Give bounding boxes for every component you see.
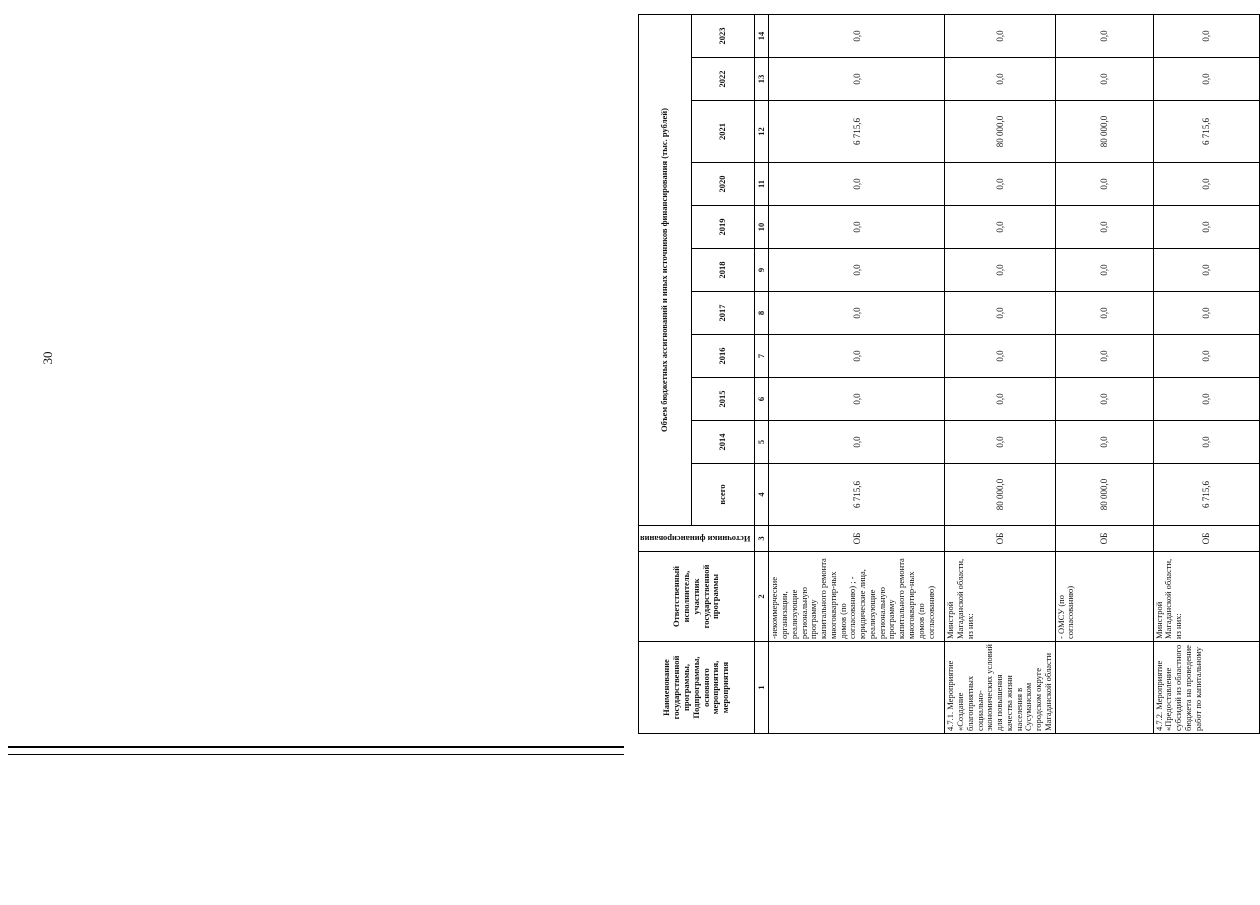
cell-year-value: 0,0 bbox=[769, 163, 945, 206]
cell-total: 6 715,6 bbox=[1153, 464, 1259, 526]
cell-source: ОБ bbox=[945, 526, 1055, 552]
header-year: 2019 bbox=[692, 206, 755, 249]
column-number: 11 bbox=[755, 163, 769, 206]
cell-name: 4.7.1. Мероприятие «Создание благоприятных социально-экономических условий для повышения качества жизни населения в Сусуманском городском округе Магаданской области bbox=[945, 642, 1055, 734]
cell-year-value: 0,0 bbox=[769, 378, 945, 421]
cell-year-value: 0,0 bbox=[1153, 378, 1259, 421]
cell-year-value: 80 000,0 bbox=[1055, 101, 1153, 163]
cell-year-value: 0,0 bbox=[1055, 378, 1153, 421]
budget-table-rotated bbox=[638, 14, 1211, 734]
cell-year-value: 0,0 bbox=[1055, 249, 1153, 292]
table-row bbox=[1153, 15, 1259, 734]
header-name: Наименование государственной программы, Подпрограммы, основного мероприятия, мероприятия bbox=[639, 642, 755, 734]
header-year: 2017 bbox=[692, 292, 755, 335]
cell-year-value: 6 715,6 bbox=[1153, 101, 1259, 163]
cell-year-value: 0,0 bbox=[769, 249, 945, 292]
header-year: 2020 bbox=[692, 163, 755, 206]
cell-year-value: 0,0 bbox=[1153, 15, 1259, 58]
column-number: 3 bbox=[755, 526, 769, 552]
cell-year-value: 0,0 bbox=[769, 15, 945, 58]
horizontal-rule-thin bbox=[8, 754, 624, 755]
column-number: 5 bbox=[755, 421, 769, 464]
column-number: 9 bbox=[755, 249, 769, 292]
cell-year-value: 0,0 bbox=[1153, 58, 1259, 101]
cell-total: 80 000,0 bbox=[945, 464, 1055, 526]
cell-year-value: 0,0 bbox=[945, 421, 1055, 464]
table-row bbox=[945, 15, 1055, 734]
header-executor: Ответственный исполнитель, участник государственной программы bbox=[639, 552, 755, 642]
cell-name bbox=[1055, 642, 1153, 734]
cell-year-value: 0,0 bbox=[1153, 163, 1259, 206]
cell-name: 4.7.2. Мероприятие «Предоставление субсидий из областного бюджета на проведение работ по капитальному bbox=[1153, 642, 1259, 734]
cell-source: ОБ bbox=[1055, 526, 1153, 552]
column-number: 4 bbox=[755, 464, 769, 526]
cell-year-value: 0,0 bbox=[1055, 206, 1153, 249]
cell-source: ОБ bbox=[1153, 526, 1259, 552]
cell-year-value: 0,0 bbox=[1055, 335, 1153, 378]
header-year: 2022 bbox=[692, 58, 755, 101]
cell-year-value: 0,0 bbox=[1055, 15, 1153, 58]
cell-name bbox=[769, 642, 945, 734]
header-year: 2014 bbox=[692, 421, 755, 464]
column-number: 8 bbox=[755, 292, 769, 335]
cell-source: ОБ bbox=[769, 526, 945, 552]
cell-year-value: 0,0 bbox=[1055, 163, 1153, 206]
cell-year-value: 0,0 bbox=[1153, 421, 1259, 464]
header-year: 2018 bbox=[692, 249, 755, 292]
cell-year-value: 0,0 bbox=[945, 378, 1055, 421]
header-source-text: Источники финансирования bbox=[640, 534, 751, 545]
cell-total: 6 715,6 bbox=[769, 464, 945, 526]
cell-year-value: 0,0 bbox=[1153, 249, 1259, 292]
cell-year-value: 0,0 bbox=[1153, 335, 1259, 378]
cell-total: 80 000,0 bbox=[1055, 464, 1153, 526]
header-year: 2016 bbox=[692, 335, 755, 378]
column-number: 7 bbox=[755, 335, 769, 378]
horizontal-rule bbox=[8, 746, 624, 748]
cell-year-value: 0,0 bbox=[945, 15, 1055, 58]
cell-executor: - ОМСУ (по согласованию) bbox=[1055, 552, 1153, 642]
cell-year-value: 0,0 bbox=[1153, 292, 1259, 335]
cell-executor: Минстрой Магаданской области, из них: bbox=[1153, 552, 1259, 642]
column-number: 12 bbox=[755, 101, 769, 163]
cell-year-value: 0,0 bbox=[1055, 421, 1153, 464]
cell-year-value: 0,0 bbox=[945, 335, 1055, 378]
header-year: 2023 bbox=[692, 15, 755, 58]
cell-year-value: 0,0 bbox=[945, 249, 1055, 292]
cell-year-value: 0,0 bbox=[1055, 58, 1153, 101]
page-number: 30 bbox=[40, 351, 55, 365]
cell-executor: -некоммерческие организации, реализующие региональную программу капитального ремонта многоквартир-ных домов (по согласованию) ; - юридические лица, реализующие региональную программу капитального ремонта многоквартир-ных домов (по согласованию) bbox=[769, 552, 945, 642]
cell-year-value: 0,0 bbox=[945, 163, 1055, 206]
cell-year-value: 0,0 bbox=[1153, 206, 1259, 249]
column-number: 1 bbox=[755, 642, 769, 734]
cell-year-value: 0,0 bbox=[769, 58, 945, 101]
cell-year-value: 6 715,6 bbox=[769, 101, 945, 163]
cell-year-value: 0,0 bbox=[769, 206, 945, 249]
cell-year-value: 0,0 bbox=[945, 58, 1055, 101]
header-volume-group: Объем бюджетных ассигнований и иных источников финансирования (тыс. рублей) bbox=[639, 15, 692, 526]
cell-year-value: 80 000,0 bbox=[945, 101, 1055, 163]
cell-executor: Минстрой Магаданской области, из них: bbox=[945, 552, 1055, 642]
column-number: 2 bbox=[755, 552, 769, 642]
cell-year-value: 0,0 bbox=[769, 421, 945, 464]
budget-table bbox=[638, 14, 1260, 734]
header-year: 2021 bbox=[692, 101, 755, 163]
header-source bbox=[639, 526, 755, 552]
cell-year-value: 0,0 bbox=[769, 292, 945, 335]
cell-year-value: 0,0 bbox=[769, 335, 945, 378]
cell-year-value: 0,0 bbox=[945, 292, 1055, 335]
header-year: 2015 bbox=[692, 378, 755, 421]
table-row bbox=[1055, 15, 1153, 734]
cell-year-value: 0,0 bbox=[1055, 292, 1153, 335]
column-number: 14 bbox=[755, 15, 769, 58]
column-number: 13 bbox=[755, 58, 769, 101]
cell-year-value: 0,0 bbox=[945, 206, 1055, 249]
table-row bbox=[769, 15, 945, 734]
column-number: 10 bbox=[755, 206, 769, 249]
header-total: всего bbox=[692, 464, 755, 526]
column-number: 6 bbox=[755, 378, 769, 421]
